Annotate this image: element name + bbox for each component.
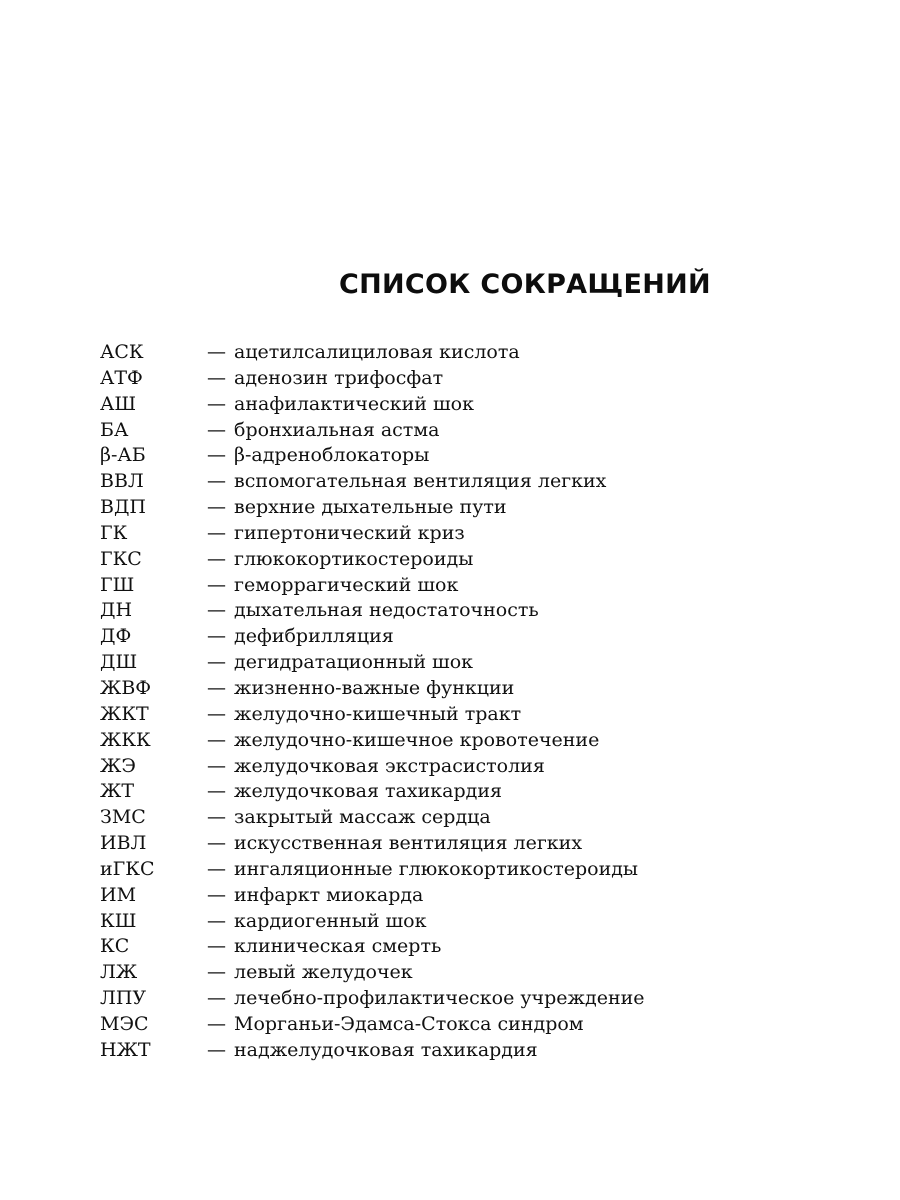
abbreviation-entry — [100, 650, 860, 676]
abbreviation: ЛПУ — [100, 987, 147, 1010]
abbreviation-entry — [100, 469, 860, 495]
em-dash-separator: — — [207, 599, 226, 622]
abbreviation: ДШ — [100, 651, 138, 674]
abbreviation-definition: геморрагический шок — [234, 573, 459, 596]
abbreviation-entry — [100, 1038, 860, 1064]
abbreviation-entry — [100, 702, 860, 728]
abbreviation: НЖТ — [100, 1038, 151, 1061]
em-dash-separator: — — [207, 728, 226, 751]
abbreviation-entry — [100, 547, 860, 573]
em-dash-separator: — — [207, 418, 226, 441]
abbreviation-definition: бронхиальная астма — [234, 418, 440, 441]
page-title: СПИСОК СОКРАЩЕНИЙ — [339, 269, 711, 300]
abbreviation: иГКС — [100, 857, 155, 880]
em-dash-separator: — — [207, 935, 226, 958]
abbreviation: ГКС — [100, 547, 142, 570]
abbreviation-entry — [100, 883, 860, 909]
em-dash-separator: — — [207, 909, 226, 932]
abbreviation-entry — [100, 754, 860, 780]
abbreviation-definition: ацетилсалициловая кислота — [234, 341, 520, 363]
abbreviation: ГК — [100, 521, 128, 544]
abbreviation-definition: желудочковая тахикардия — [234, 780, 502, 803]
abbreviation-definition: вспомогательная вентиляция легких — [234, 470, 607, 493]
em-dash-separator: — — [207, 651, 226, 674]
em-dash-separator: — — [207, 470, 226, 493]
abbreviation: ЖЭ — [100, 754, 136, 777]
abbreviation-entry — [100, 443, 860, 469]
abbreviation: ЖКК — [100, 728, 151, 751]
abbreviation: ЖКТ — [100, 702, 149, 725]
abbreviation: ИМ — [100, 883, 137, 906]
abbreviation: ЖВФ — [100, 676, 152, 699]
abbreviation: ВВЛ — [100, 470, 144, 493]
abbreviation: КШ — [100, 909, 137, 932]
abbreviation: ЛЖ — [100, 961, 138, 984]
abbreviation: ИВЛ — [100, 832, 147, 855]
abbreviation-entry — [100, 624, 860, 650]
em-dash-separator: — — [207, 1038, 226, 1061]
abbreviation: ЖТ — [100, 780, 135, 803]
abbreviation-definition: анафилактический шок — [234, 392, 474, 415]
abbreviation-entry — [100, 805, 860, 831]
abbreviation-definition: глюкокортикостероиды — [234, 547, 474, 570]
abbreviation: β-АБ — [100, 444, 146, 467]
em-dash-separator: — — [207, 702, 226, 725]
abbreviation-definition: дефибрилляция — [234, 625, 394, 648]
abbreviation-entry — [100, 728, 860, 754]
abbreviation-entry — [100, 909, 860, 935]
abbreviation-entry — [100, 831, 860, 857]
abbreviation-definition: наджелудочковая тахикардия — [234, 1038, 538, 1061]
abbreviation-entry — [100, 340, 860, 366]
abbreviation-definition: закрытый массаж сердца — [234, 806, 491, 829]
abbreviation-definition: лечебно-профилактическое учреждение — [234, 987, 645, 1010]
abbreviation-definition: β-адреноблокаторы — [234, 444, 430, 467]
em-dash-separator: — — [207, 676, 226, 699]
em-dash-separator: — — [207, 341, 226, 363]
em-dash-separator: — — [207, 780, 226, 803]
abbreviation: АТФ — [100, 366, 143, 389]
em-dash-separator: — — [207, 754, 226, 777]
abbreviation-definition: жизненно-важные функции — [234, 676, 515, 699]
abbreviation-definition: Морганьи-Эдамса-Стокса синдром — [234, 1012, 584, 1035]
abbreviation: ЗМС — [100, 806, 146, 829]
abbreviation-definition: левый желудочек — [234, 961, 413, 984]
abbreviation: ВДП — [100, 496, 146, 519]
abbreviation-entry — [100, 598, 860, 624]
abbreviation: МЭС — [100, 1012, 149, 1035]
abbreviation-entry — [100, 495, 860, 521]
abbreviation-entry — [100, 986, 860, 1012]
em-dash-separator: — — [207, 625, 226, 648]
abbreviation-entry — [100, 779, 860, 805]
abbreviation: АСК — [100, 341, 144, 363]
em-dash-separator: — — [207, 444, 226, 467]
abbreviation-entry — [100, 857, 860, 883]
abbreviation-definition: клиническая смерть — [234, 935, 442, 958]
em-dash-separator: — — [207, 961, 226, 984]
abbreviation-entry — [100, 521, 860, 547]
abbreviation-entry — [100, 960, 860, 986]
abbreviation-entry — [100, 676, 860, 702]
em-dash-separator: — — [207, 1012, 226, 1035]
abbreviation-definition: желудочно-кишечный тракт — [234, 702, 522, 725]
em-dash-separator: — — [207, 883, 226, 906]
abbreviation-definition: дегидратационный шок — [234, 651, 474, 674]
abbreviation-definition: желудочковая экстрасистолия — [234, 754, 545, 777]
abbreviation-definition: верхние дыхательные пути — [234, 496, 507, 519]
abbreviation-entry — [100, 573, 860, 599]
abbreviation-entry — [100, 934, 860, 960]
abbreviation: КС — [100, 935, 130, 958]
abbreviation-definition: искусственная вентиляция легких — [234, 832, 583, 855]
abbreviation-definition: ингаляционные глюкокортикостероиды — [234, 857, 639, 880]
em-dash-separator: — — [207, 857, 226, 880]
abbreviation-definition: дыхательная недостаточность — [234, 599, 539, 622]
abbreviation-entry — [100, 1012, 860, 1038]
em-dash-separator: — — [207, 832, 226, 855]
abbreviation-definition: инфаркт миокарда — [234, 883, 424, 906]
abbreviation-definition: желудочно-кишечное кровотечение — [234, 728, 600, 751]
em-dash-separator: — — [207, 392, 226, 415]
em-dash-separator: — — [207, 366, 226, 389]
abbreviation: БА — [100, 418, 129, 441]
abbreviation-definition: аденозин трифосфат — [234, 366, 444, 389]
em-dash-separator: — — [207, 806, 226, 829]
em-dash-separator: — — [207, 573, 226, 596]
em-dash-separator: — — [207, 521, 226, 544]
abbreviation-definition: кардиогенный шок — [234, 909, 427, 932]
em-dash-separator: — — [207, 547, 226, 570]
abbreviation-definition: гипертонический криз — [234, 521, 465, 544]
abbreviation: ГШ — [100, 573, 135, 596]
em-dash-separator: — — [207, 496, 226, 519]
abbreviation: ДФ — [100, 625, 132, 648]
abbreviation-entry — [100, 392, 860, 418]
abbreviation-entry — [100, 366, 860, 392]
abbreviation: АШ — [100, 392, 137, 415]
em-dash-separator: — — [207, 987, 226, 1010]
abbreviations-list — [100, 340, 860, 1064]
abbreviation: ДН — [100, 599, 133, 622]
abbreviation-entry — [100, 418, 860, 444]
